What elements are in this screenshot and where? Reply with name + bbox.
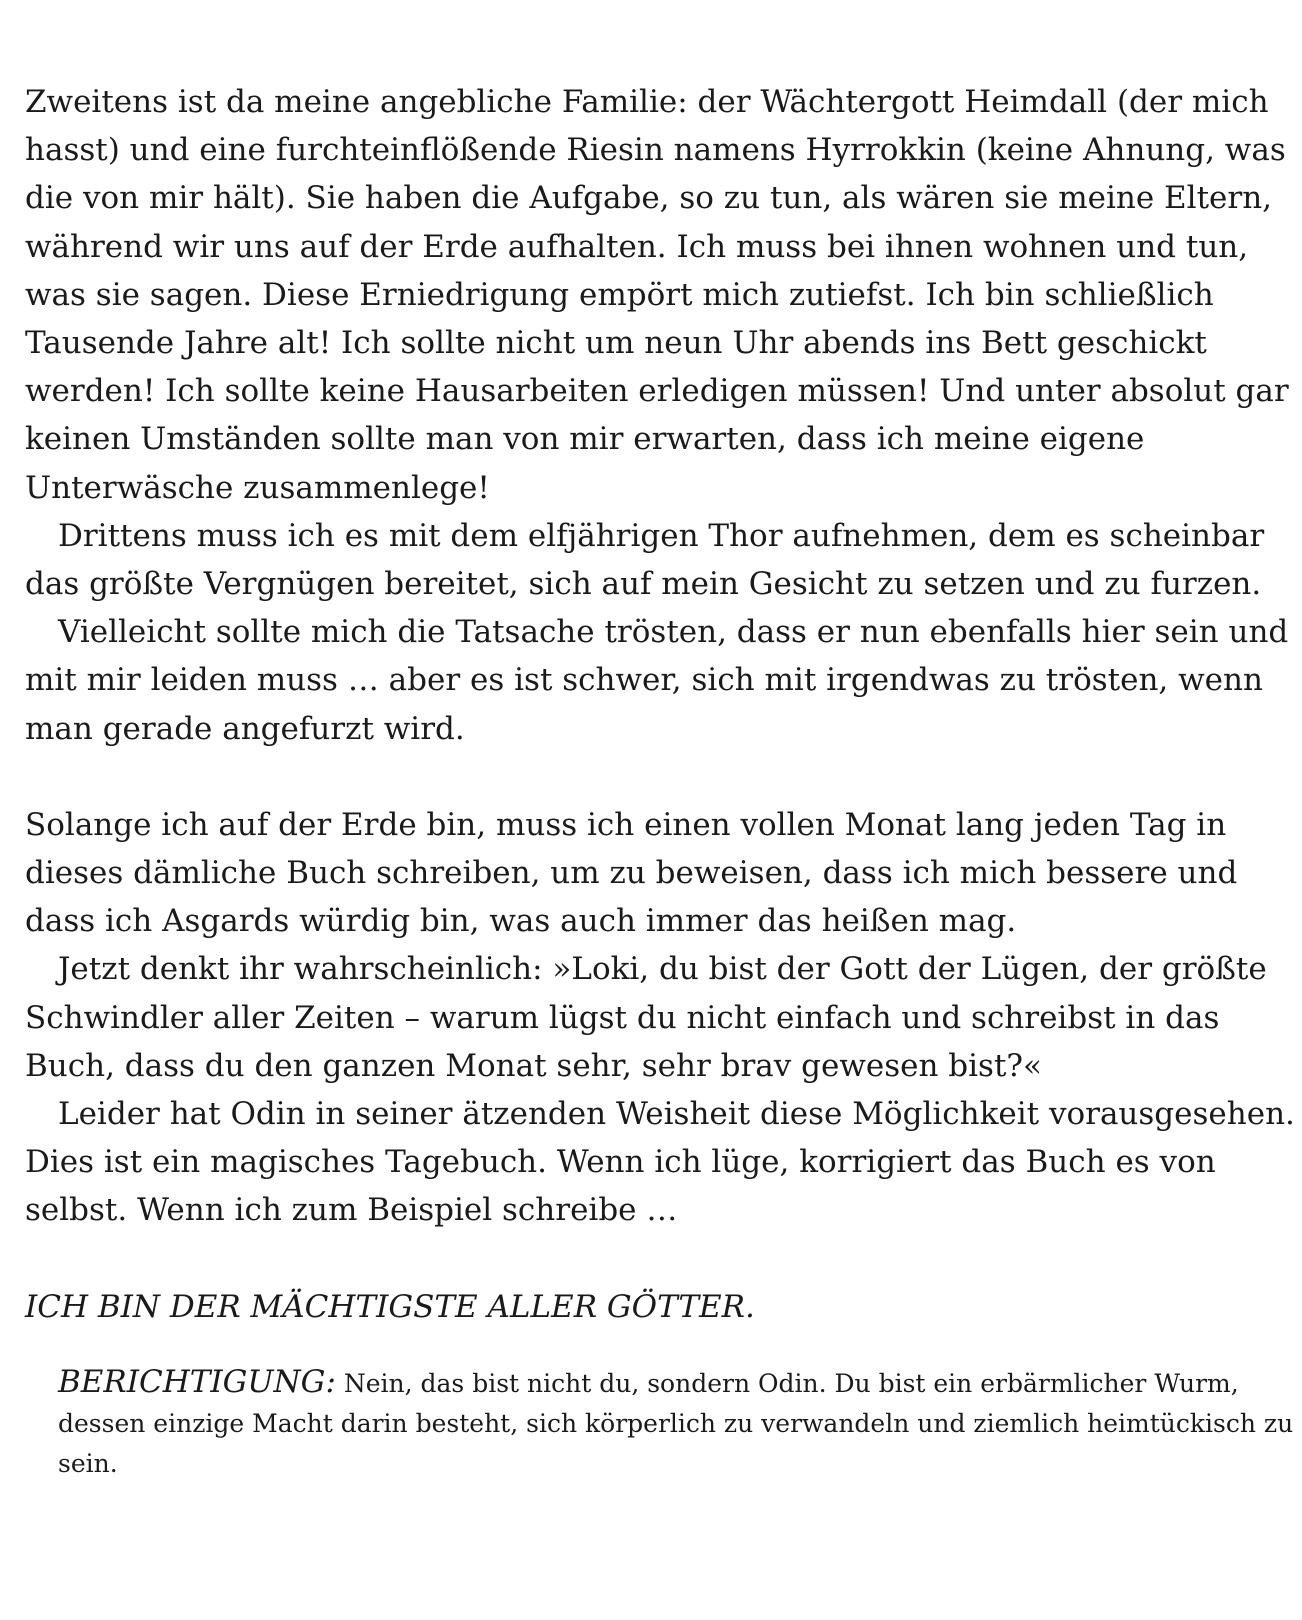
correction-block <box>58 1362 1294 1484</box>
paragraph-comfort: Vielleicht sollte mich die Tatsache trösten, dass er nun ebenfalls hier sein und mit mir leiden muss … aber es ist schwer, sich mit irgendwas zu trösten, wenn man gerade angefurzt wird. <box>25 614 1289 747</box>
correction-text: Nein, das bist nicht du, sondern Odin. Du bist ein erbärmlicher Wurm, dessen einzige Macht darin besteht, sich körperlich zu verwandeln und ziemlich heimtückisch zu sein. <box>58 1368 1294 1478</box>
section-break <box>25 753 1295 801</box>
diary-claim: ICH BIN DER MÄCHTIGSTE ALLER GÖTTER. <box>25 1288 755 1325</box>
paragraph-magic-diary: Leider hat Odin in seiner ätzenden Weisheit diese Möglichkeit vorausgesehen. Dies ist ein magisches Tagebuch. Wenn ich lüge, korrigiert das Buch es von selbst. Wenn ich zum Beispiel schreibe … <box>25 1096 1295 1229</box>
paragraph-thor: Drittens muss ich es mit dem elfjährigen Thor aufnehmen, dem es scheinbar das größte Vergnügen bereitet, sich auf mein Gesicht zu setzen und zu furzen. <box>25 517 1265 603</box>
book-page <box>25 78 1295 1484</box>
correction-paragraph <box>58 1362 1294 1484</box>
paragraph-family: Zweitens ist da meine angebliche Familie: der Wächtergott Heimdall (der mich hasst) und eine furchteinflößende Riesin namens Hyrrokkin (keine Ahnung, was die von mir hält). Sie haben die Aufgabe, so zu tun, als wären sie meine Eltern, während wir uns auf der Erde aufhalten. Ich muss bei ihnen wohnen und tun, was sie sagen. Diese Erniedrigung empört mich zutiefst. Ich bin schließlich Tausende Jahre alt! Ich sollte nicht um neun Uhr abends ins Bett geschickt werden! Ich sollte keine Hausarbeiten erledigen müssen! Und unter absolut gar keinen Umständen sollte man von mir erwarten, dass ich meine eigene Unterwäsche zusammenlege! <box>25 84 1289 506</box>
paragraph-lying-question: Jetzt denkt ihr wahrscheinlich: »Loki, du bist der Gott der Lügen, der größte Schwindler aller Zeiten – warum lügst du nicht einfach und schreibst in das Buch, dass du den ganzen Monat sehr, sehr brav gewesen bist?« <box>25 951 1267 1084</box>
paragraph-diary-duty: Solange ich auf der Erde bin, muss ich einen vollen Monat lang jeden Tag in dieses dämliche Buch schreiben, um zu beweisen, dass ich mich bessere und dass ich Asgards würdig bin, was auch immer das heißen mag. <box>25 806 1238 940</box>
section-break <box>25 1235 1295 1283</box>
correction-label: BERICHTIGUNG: <box>58 1363 336 1400</box>
